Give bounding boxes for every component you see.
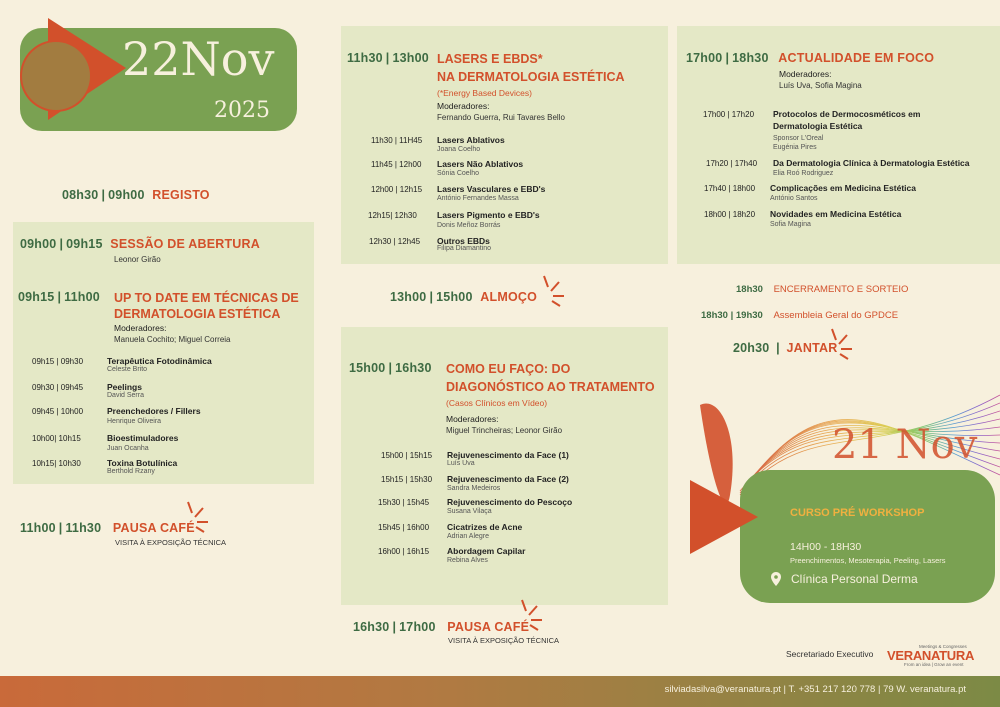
item-speaker: Berthold Rzany (107, 468, 155, 475)
item-time: 09h15 | 09h30 (32, 357, 84, 366)
item-name: Abordagem Capilar (447, 546, 526, 556)
pausa2-time-end: 17h00 (399, 620, 436, 634)
comofaco-time-end: 16h30 (395, 361, 432, 375)
registo-header: 08h30 | 09h00 REGISTO (62, 188, 210, 202)
almoco-time-start: 13h00 (390, 290, 427, 304)
veranatura-logo: VERANATURA (887, 648, 975, 663)
event-date: 22Nov (122, 32, 275, 86)
actualidade-time-end: 18h30 (732, 51, 769, 65)
uptodate-time-end: 11h00 (64, 290, 100, 304)
item-name-cont: Dermatologia Estética (773, 121, 863, 131)
item-speaker: Celeste Brito (107, 366, 148, 373)
comofaco-header: 15h00 | 16h30 (349, 361, 432, 375)
actualidade-mod-label: Moderadores: (779, 69, 832, 79)
item-speaker: Sandra Medeiros (447, 485, 501, 492)
item-name: Bioestimuladores (107, 433, 179, 443)
item-speaker: António Santos (770, 195, 818, 202)
brand-tag: From an idea | Grow an event (904, 662, 964, 667)
uptodate-time-start: 09h15 (18, 290, 55, 304)
item-speaker: Rebina Alves (447, 557, 488, 564)
jantar-time: 20h30 (733, 341, 770, 355)
item-time: 11h30 | 11H45 (371, 136, 423, 145)
lasers-moderators: Fernando Guerra, Rui Tavares Bello (437, 113, 565, 122)
comofaco-note: (Casos Clínicos em Vídeo) (446, 398, 548, 408)
item-name: Rejuvenescimento da Face (2) (447, 474, 569, 484)
uptodate-header: 09h15 | 11h00 (18, 290, 100, 304)
comofaco-title-1: COMO EU FAÇO: DO (446, 362, 571, 376)
workshop-date: 21 Nov (832, 422, 978, 468)
item-name: Protocolos de Dermocosméticos em (773, 109, 921, 119)
item-name: Lasers Pigmento e EBD's (437, 210, 540, 220)
actualidade-time-start: 17h00 (686, 51, 723, 65)
item-speaker: Sofia Magina (770, 221, 811, 228)
brand-top: Meetings & Congresses (919, 644, 967, 649)
workshop-arrow-shape (690, 480, 780, 560)
lasers-time-start: 11h30 (347, 51, 383, 65)
jantar-row: 20h30 | JANTAR (733, 341, 838, 355)
footer-bar (0, 676, 1000, 707)
item-name: Rejuvenescimento do Pescoço (447, 497, 573, 507)
lasers-note: (*Energy Based Devices) (437, 88, 532, 98)
comofaco-mod-label: Moderadores: (446, 414, 499, 424)
workshop-title: CURSO PRÉ WORKSHOP (790, 507, 925, 519)
assembleia-row (701, 310, 898, 321)
uptodate-mod-label: Moderadores: (114, 323, 167, 333)
item-name: Toxina Botulínica (107, 458, 178, 468)
actualidade-title: ACTUALIDADE EM FOCO (778, 51, 935, 65)
encerramento-title: ENCERRAMENTO E SORTEIO (773, 284, 909, 295)
pausa2-rays-icon (512, 598, 546, 632)
almoco-rays-icon (534, 274, 568, 308)
jantar-title: JANTAR (786, 341, 838, 355)
item-speaker: Joana Coelho (437, 146, 481, 153)
item-speaker: Elia Roó Rodriguez (773, 170, 834, 177)
item-speaker: Luís Uva (447, 460, 475, 467)
item-name: Terapêutica Fotodinâmica (107, 356, 212, 366)
item-speaker: Susana Vilaça (447, 508, 492, 515)
registo-time-end: 09h00 (108, 188, 145, 202)
lasers-mod-label: Moderadores: (437, 101, 490, 111)
location-pin-icon (771, 572, 781, 586)
item-name: Rejuvenescimento da Face (1) (447, 450, 569, 460)
pausa2-header: 16h30 | 17h00 PAUSA CAFÉ (353, 620, 530, 634)
item-time: 15h15 | 15h30 (381, 475, 433, 484)
item-time: 11h45 | 12h00 (371, 160, 422, 169)
item-name: Da Dermatologia Clínica à Dermatologia Estética (773, 158, 970, 168)
item-name: Peelings (107, 382, 142, 392)
logo-shapes (18, 18, 128, 133)
actualidade-header: 17h00 | 18h30 ACTUALIDADE EM FOCO (686, 51, 935, 65)
comofaco-title-2: DIAGONÓSTICO AO TRATAMENTO (446, 380, 655, 394)
pausa2-title: PAUSA CAFÉ (447, 620, 530, 634)
item-time: 15h30 | 15h45 (378, 498, 430, 507)
item-speaker: Sónia Coelho (437, 170, 480, 177)
lasers-title-1: LASERS E EBDS* (437, 52, 543, 66)
item-name: Lasers Não Ablativos (437, 159, 524, 169)
pausa1-header: 11h00 | 11h30 PAUSA CAFÉ (20, 521, 195, 535)
footer-contact: silviadasilva@veranatura.pt | T. +351 217 120 778 | 79 W. veranatura.pt (664, 684, 966, 695)
item-time: 12h15| 12h30 (368, 211, 417, 220)
encerramento-row (736, 284, 908, 295)
abertura-time-end: 09h15 (66, 237, 103, 251)
abertura-time-start: 09h00 (20, 237, 57, 251)
registo-title: REGISTO (152, 188, 210, 202)
lasers-title-2: NA DERMATOLOGIA ESTÉTICA (437, 70, 625, 84)
item-time: 18h00 | 18h20 (704, 210, 756, 219)
item-time: 17h40 | 18h00 (704, 184, 756, 193)
pausa1-title: PAUSA CAFÉ (112, 521, 195, 535)
item-time: 12h30 | 12h45 (369, 237, 421, 246)
item-time: 17h20 | 17h40 (706, 159, 758, 168)
abertura-header: 09h00 | 09h15 SESSÃO DE ABERTURA (20, 237, 260, 251)
comofaco-time-start: 15h00 (349, 361, 386, 375)
item-name: Outros EBDs (437, 236, 490, 246)
item-speaker: Donis Meñoz Borrás (437, 222, 501, 229)
workshop-location: Clínica Personal Derma (791, 572, 918, 586)
workshop-time: 14H00 - 18H30 (790, 541, 862, 553)
abertura-title: SESSÃO DE ABERTURA (110, 237, 260, 251)
pausa1-rays-icon (178, 500, 212, 534)
pausa2-time-start: 16h30 (353, 620, 390, 634)
uptodate-moderators: Manuela Cochito; Miguel Correia (114, 335, 231, 344)
lasers-time-end: 13h00 (392, 51, 429, 65)
assembleia-title: Assembleia Geral do GPDCE (773, 310, 899, 321)
item-time: 15h45 | 16h00 (378, 523, 430, 532)
item-time: 09h30 | 09h45 (32, 383, 84, 392)
almoco-time-end: 15h00 (436, 290, 473, 304)
item-name: Cicatrizes de Acne (447, 522, 523, 532)
workshop-topics: Preenchimentos, Mesoterapia, Peeling, Lasers (790, 556, 946, 565)
item-time: 10h15| 10h30 (32, 459, 81, 468)
item-speaker: David Serra (107, 392, 144, 399)
item-time: 15h00 | 15h15 (381, 451, 433, 460)
almoco-header: 13h00 | 15h00 ALMOÇO (390, 290, 538, 304)
secretariado-label: Secretariado Executivo (786, 649, 874, 659)
item-name: Preenchedores / Fillers (107, 406, 201, 416)
encerramento-time: 18h30 (736, 284, 763, 295)
item-sponsor: Sponsor L'Oreal (773, 135, 824, 142)
assembleia-time: 18h30 | 19h30 (701, 310, 763, 321)
item-speaker: António Fernandes Massa (437, 195, 519, 202)
event-year: 2025 (214, 98, 270, 123)
item-name: Lasers Ablativos (437, 135, 505, 145)
pausa1-time-start: 11h00 (20, 521, 56, 535)
jantar-rays-icon (822, 327, 856, 361)
uptodate-title-2: DERMATOLOGIA ESTÉTICA (114, 307, 281, 321)
uptodate-title-1: UP TO DATE EM TÉCNICAS DE (114, 291, 299, 305)
item-speaker: Juan Ocanha (107, 445, 149, 452)
abertura-speaker: Leonor Girão (114, 255, 161, 264)
registo-time-start: 08h30 (62, 188, 99, 202)
pausa1-sub: VISITA À EXPOSIÇÃO TÉCNICA (115, 538, 227, 547)
item-name: Novidades em Medicina Estética (770, 209, 902, 219)
pausa1-time-end: 11h30 (65, 521, 102, 535)
lasers-header: 11h30 | 13h00 (347, 51, 429, 65)
item-time: 17h00 | 17h20 (703, 110, 755, 119)
item-speaker: Adrian Alegre (447, 533, 490, 540)
pausa2-sub: VISITA À EXPOSIÇÃO TÉCNICA (448, 636, 560, 645)
item-time: 12h00 | 12h15 (371, 185, 423, 194)
item-speaker: Filipa Diamantino (437, 245, 492, 252)
almoco-title: ALMOÇO (480, 290, 538, 304)
item-name: Lasers Vasculares e EBD's (437, 184, 546, 194)
item-time: 09h45 | 10h00 (32, 407, 84, 416)
item-time: 10h00| 10h15 (32, 434, 81, 443)
item-speaker: Eugénia Pires (773, 144, 817, 151)
comofaco-moderators: Miguel Trincheiras; Leonor Girão (446, 426, 563, 435)
actualidade-moderators: Luís Uva, Sofia Magina (779, 81, 862, 90)
item-time: 16h00 | 16h15 (378, 547, 430, 556)
item-name: Complicações em Medicina Estética (770, 183, 916, 193)
morning-panel (13, 222, 314, 484)
item-speaker: Henrique Oliveira (107, 418, 162, 425)
